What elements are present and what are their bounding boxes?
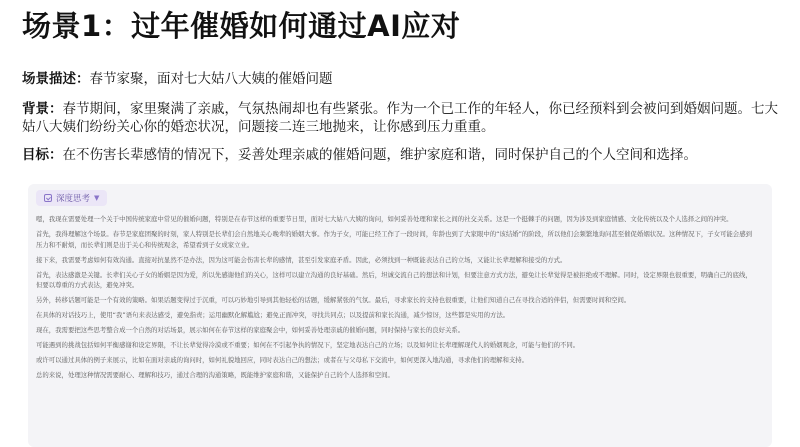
thinking-paragraph: 可能遇到的挑战包括如何平衡感谢和设定界限，不让长辈觉得冷漠或不重要；如何在不引起争执的情况下，坚定地表达自己的立场；以及如何让长辈理解现代人的婚姻观念，可能与他们的不同。 [36,341,580,349]
thinking-paragraph: 现在，我需要把这些思考整合成一个自然的对话场景，展示如何在春节这样的家庭聚会中，如何妥善处理亲戚的催婚问题，同时保持与家长的良好关系。 [36,326,465,334]
background-text: 春节期间，家里聚满了亲戚，气氛热闹却也有些紧张。作为一个已工作的年轻人，你已经预料到会被问到婚姻问题。七大姑八大姨们纷纷关心你的婚恋状况，问题接二连三地抛来，让你感到压力重重。 [22,101,778,135]
scenario-text: 春节家聚，面对七大姑八大姨的催婚问题 [89,71,333,87]
thinking-paragraph: 总的来说，处理这种情况需要耐心、理解和技巧，通过合理的沟通策略，既能维护家庭和谐，又能保护自己的个人选择和空间。 [36,371,394,379]
thinking-content [36,214,754,385]
deep-thinking-label: 深度思考 [56,194,91,204]
chevron-down-icon: ▼ [94,194,100,202]
goal-label: 目标： [22,147,63,163]
thinking-paragraph: 接下来，我需要考虑如何有效沟通。直接对抗显然不是办法，因为这可能会伤害长辈的感情，甚至引发家庭矛盾。因此，必须找到一种既能表达自己的立场，又能让长辈理解和接受的方式。 [36,255,567,264]
slide-title: 场景1：过年催婚如何通过AI应对 [22,9,461,43]
goal-text: 在不伤害长辈感情的情况下，妥善处理亲戚的催婚问题，维护家庭和谐，同时保护自己的个人空间和选择。 [62,147,697,163]
scenario-label: 场景描述： [22,71,90,87]
background-section [22,100,782,136]
thinking-paragraph: 另外，转移话题可能是一个有效的策略。如果话题变得过于沉重，可以巧妙地引导到其他轻松的话题，缓解紧张的气氛。最后，寻求家长的支持也很重要，让他们知道自己在寻找合适的伴侣，但需要时间和空间。 [36,296,631,304]
thinking-paragraph: 首先，表达感激是关键。长辈们关心子女的婚姻是因为爱，所以先感谢他们的关心，这样可以建立沟通的良好基础。然后，坦诚交流自己的想法和计划，但要注意方式方法，避免让长辈觉得是被拒绝或不理解。同时，设定界限也很重要，明确自己的底线，但要以尊重的方式表达，避免冲突。 [36,270,752,289]
scenario-description [22,70,782,88]
goal-section [22,146,782,164]
deep-thinking-toggle[interactable] [36,190,107,206]
thinking-paragraph: 首先，我得理解这个场景。春节是家庭团聚的时刻，家人特别是长辈们会自然地关心晚辈的婚姻大事。作为子女，可能已经工作了一段时间，年龄也到了大家眼中的“该结婚”的阶段，所以他们会频繁地询问甚至催促婚姻状况。这种情况下，子女可能会感到压力和不耐烦，而长辈们则是出于关心和传统观念，希望看到子女成家立业。 [36,230,752,249]
thinking-paragraph: 在具体的对话技巧上，使用“我”语句来表达感受，避免指责；运用幽默化解尴尬；避免正面冲突，寻找共同点；以及提前和家长沟通，减少惊讶，这些都是实用的方法。 [36,311,510,319]
thinking-icon [44,194,52,202]
thinking-paragraph: 嗯，我现在需要处理一个关于中国传统家庭中常见的催婚问题，特别是在春节这样的重要节日里，面对七大姑八大姨的询问，如何妥善处理和家长之间的社交关系。这是一个挺棘手的问题，因为涉及到家庭情感、文化传统以及个人选择之间的冲突。 [36,215,733,223]
thinking-paragraph: 或许可以通过具体的例子来展示，比如在面对亲戚的询问时，如何礼貌地回应，同时表达自己的想法；或者在与父母私下交流中，如何更深入地沟通，寻求他们的理解和支持。 [36,356,529,364]
deep-thinking-panel [28,184,772,447]
background-label: 背景： [22,101,63,117]
